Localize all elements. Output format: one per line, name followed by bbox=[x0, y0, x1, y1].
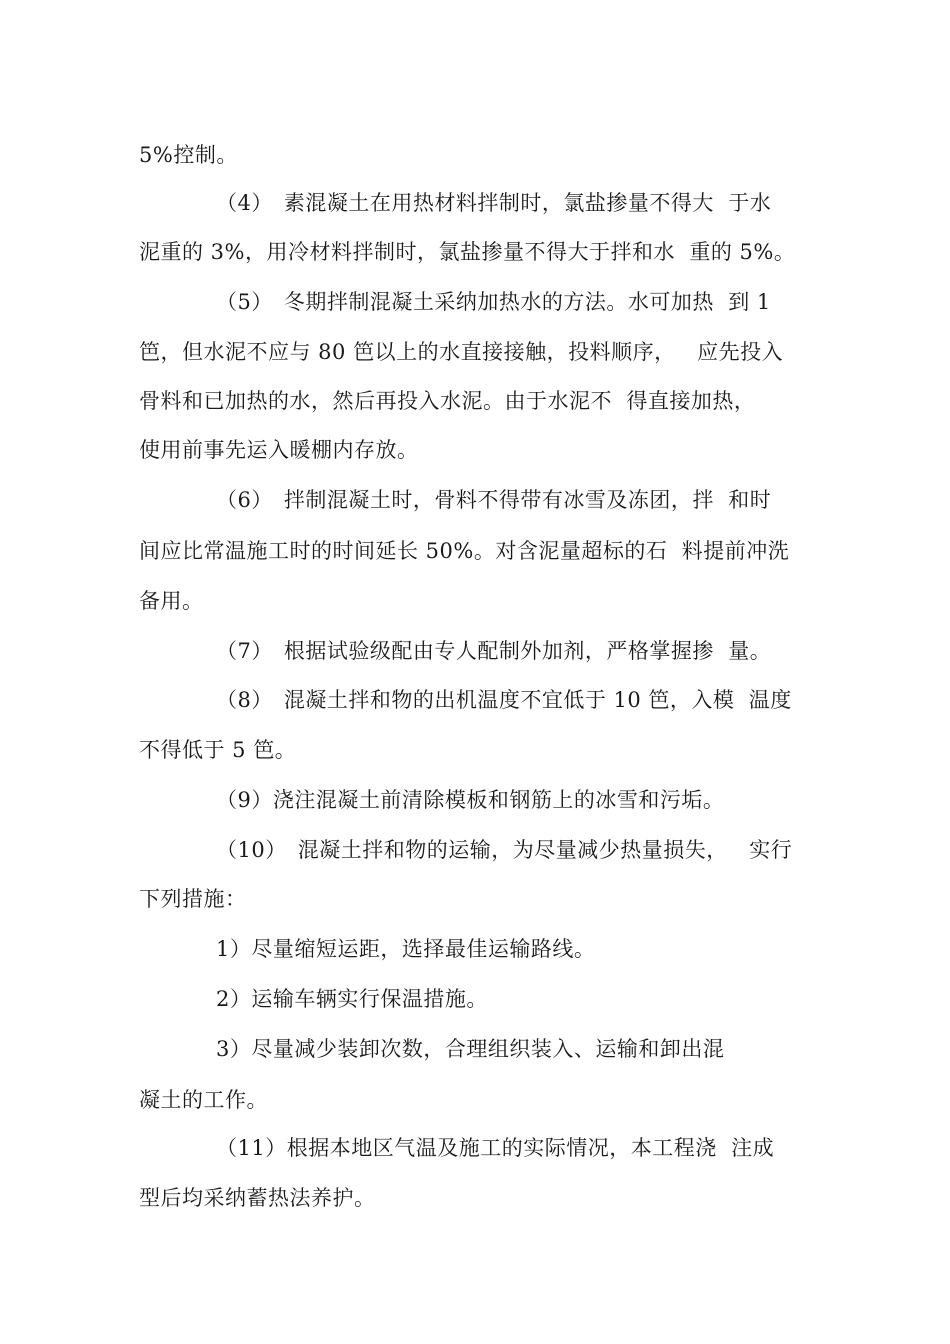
text-line-3: 泥重的 3%，用冷材料拌制时，氯盐掺量不得大于拌和水 重的 5%。 bbox=[139, 240, 796, 264]
text-line-5: 笆，但水泥不应与 80 笆以上的水直接接触，投料顺序， 应先投入 bbox=[139, 340, 784, 364]
text-line-10: 备用。 bbox=[139, 589, 204, 613]
text-line-20: 凝土的工作。 bbox=[139, 1088, 268, 1112]
text-line-13: 不得低于 5 笆。 bbox=[139, 738, 297, 762]
text-line-19: 3）尽量减少装卸次数，合理组织装入、运输和卸出混 bbox=[216, 1037, 725, 1061]
text-line-21: （11）根据本地区气温及施工的实际情况，本工程浇 注成 bbox=[216, 1136, 775, 1160]
text-line-17: 1）尽量缩短运距，选择最佳运输路线。 bbox=[216, 937, 596, 961]
text-line-12: （8） 混凝土拌和物的出机温度不宜低于 10 笆，入模 温度 bbox=[216, 688, 792, 712]
text-line-18: 2）运输车辆实行保温措施。 bbox=[216, 987, 488, 1011]
text-line-1: 5%控制。 bbox=[139, 143, 238, 167]
text-line-4: （5） 冬期拌制混凝土采纳加热水的方法。水可加热 到 1 bbox=[216, 290, 771, 314]
text-line-8: （6） 拌制混凝土时，骨料不得带有冰雪及冻团，拌 和时 bbox=[216, 488, 772, 512]
text-line-2: （4） 素混凝土在用热材料拌制时，氯盐掺量不得大 于水 bbox=[216, 191, 772, 215]
text-line-16: 下列措施： bbox=[139, 887, 247, 911]
text-line-15: （10） 混凝土拌和物的运输，为尽量减少热量损失， 实行 bbox=[216, 838, 793, 862]
text-line-7: 使用前事先运入暖棚内存放。 bbox=[139, 438, 419, 462]
text-line-22: 型后均采纳蓄热法养护。 bbox=[139, 1186, 376, 1210]
text-line-14: （9）浇注混凝土前清除模板和钢筋上的冰雪和污垢。 bbox=[216, 788, 725, 812]
text-line-6: 骨料和已加热的水，然后再投入水泥。由于水泥不 得直接加热， bbox=[139, 389, 756, 413]
text-line-11: （7） 根据试验级配由专人配制外加剂，严格掌握掺 量。 bbox=[216, 639, 772, 663]
text-line-9: 间应比常温施工时的时间延长 50%。对含泥量超标的石 料提前冲洗 bbox=[139, 539, 790, 563]
